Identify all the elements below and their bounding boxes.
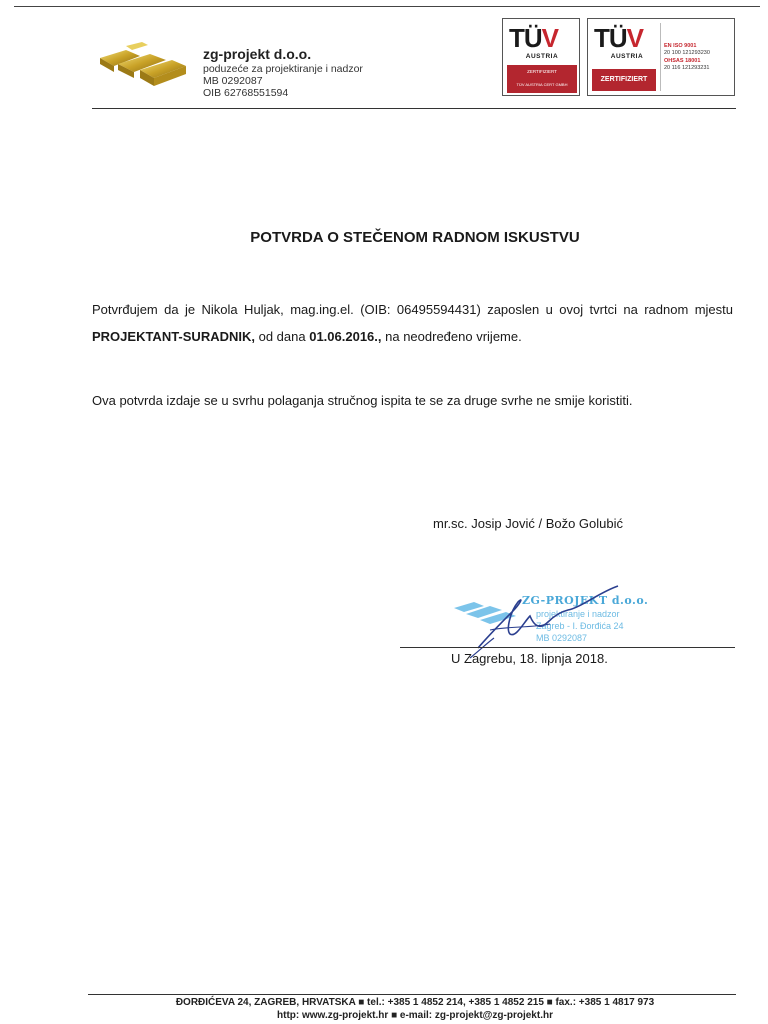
certified-label: ZERTIFIZIERT xyxy=(527,69,557,74)
standard-iso: EN ISO 9001 xyxy=(664,43,697,49)
tuv-logo-icon: TÜV xyxy=(594,23,644,53)
signer-names: mr.sc. Josip Jović / Božo Golubić xyxy=(433,516,624,531)
standard-ohsas-number: 20 116 121293231 xyxy=(664,65,710,72)
stamp-line-3: MB 0292087 xyxy=(536,633,588,643)
stamp-line-1: projektiranje i nadzor xyxy=(536,609,620,619)
company-logo-icon xyxy=(96,42,188,94)
footer-address: ĐORĐIĆEVA 24, ZAGREB, HRVATSKA ■ tel.: +385 1 4852 214, +385 1 4852 215 ■ fax.: +385 1 4817 973 xyxy=(175,997,655,1008)
stamp-company-name: ZG-PROJEKT d.o.o. xyxy=(522,594,649,607)
tuv-region: AUSTRIA xyxy=(525,53,559,60)
standard-iso-number: 20 100 121293230 xyxy=(664,50,710,57)
company-info xyxy=(203,47,363,99)
cert-caption: TÜV AUSTRIA CERT GMBH xyxy=(516,82,568,87)
place-and-date: U Zagrebu, 18. lipnja 2018. xyxy=(451,651,608,666)
tuv-certificate-badge-standards xyxy=(587,18,735,96)
purpose-paragraph: Ova potvrda izdaje se u svrhu polaganja stručnog ispita te se za druge svrhe ne smije koristiti. xyxy=(92,393,633,408)
document-title: POTVRDA O STEČENOM RADNOM ISKUSTVU xyxy=(250,229,580,246)
top-border-line xyxy=(14,6,760,7)
tuv-certificate-badge xyxy=(502,18,580,96)
certified-label-box xyxy=(592,69,656,91)
signature-line xyxy=(400,647,735,648)
certified-label-box xyxy=(507,65,577,93)
company-description: poduzeće za projektiranje i nadzor xyxy=(203,63,363,75)
signature-icon xyxy=(450,582,670,662)
company-stamp xyxy=(450,588,670,648)
standard-ohsas: OHSAS 18001 xyxy=(664,57,701,64)
badge-divider xyxy=(660,23,661,91)
company-oib: OIB 62768551594 xyxy=(203,87,289,99)
confirmation-paragraph: Potvrđujem da je Nikola Huljak, mag.ing.el. (OIB: 06495594431) zaposlen u ovoj tvrtci na radnom mjestu PROJEKTANT-SURADNIK, od dana 01.06.2016., na neodređeno vrijeme. xyxy=(92,302,733,344)
stamp-line-2: Zagreb - I. Đorđića 24 xyxy=(536,621,624,631)
tuv-logo-icon: TÜV xyxy=(509,23,559,53)
footer-divider xyxy=(88,994,736,995)
footer-web-email: http: www.zg-projekt.hr ■ e-mail: zg-projekt@zg-projekt.hr xyxy=(277,1010,553,1021)
company-name: zg-projekt d.o.o. xyxy=(203,46,312,62)
tuv-region: AUSTRIA xyxy=(610,53,644,60)
header-divider xyxy=(92,108,736,109)
job-position: PROJEKTANT-SURADNIK, xyxy=(92,329,255,344)
start-date: 01.06.2016., xyxy=(309,329,382,344)
certified-label: ZERTIFIZIERT xyxy=(600,76,648,83)
company-mb: MB 0292087 xyxy=(203,75,263,87)
standards-list xyxy=(664,43,710,73)
